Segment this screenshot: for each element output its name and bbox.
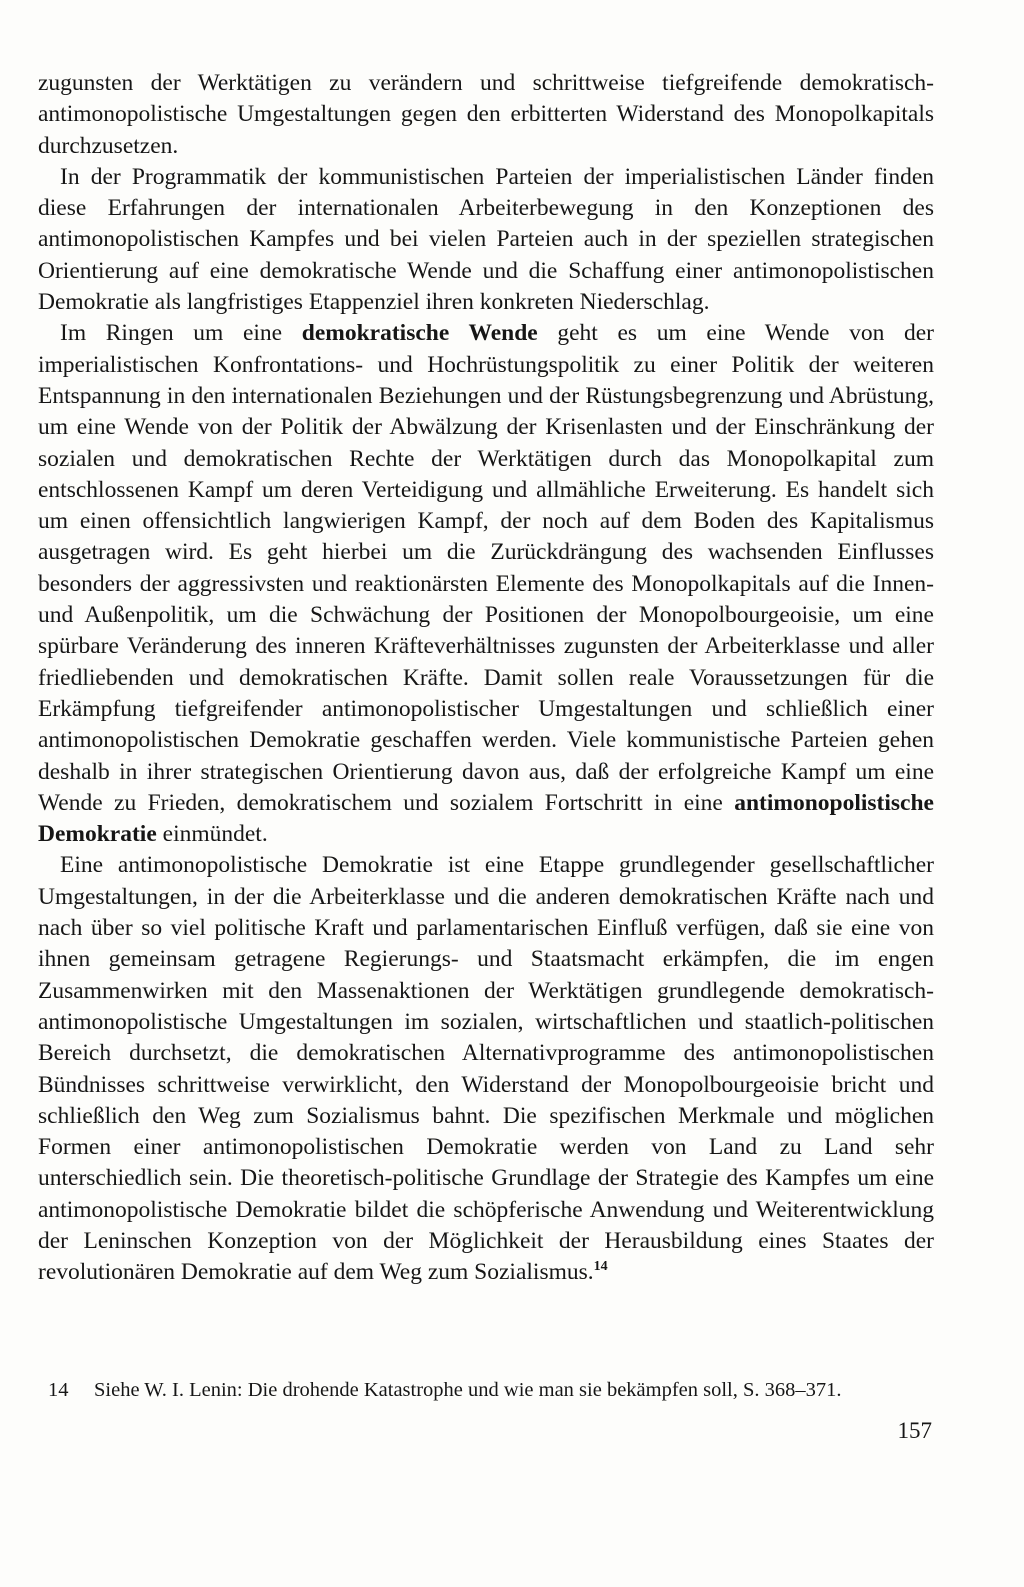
paragraph-1-text: zugunsten der Werktätigen zu verändern und schrittweise tiefgreifende demokratisch-antimonopolistische Umgestaltungen gegen den erbitterten Widerstand des Monopolkapitals durchzusetzen.: [38, 70, 934, 159]
paragraph-4-text: Eine antimonopolistische Demokratie ist eine Etappe grundlegender gesellschaftlicher Umgestaltungen, in der die Arbeiterklasse und die anderen demokratischen Kräfte nach und nach über so viel politische Kraft und parlamentarischen Einfluß verfügen, daß sie eine von ihnen gemeinsam getragene Regierungs- und Staatsmacht erkämpfen, die im engen Zusammenwirken mit den Massenaktionen der Werktätigen grundlegende demokratisch-antimonopolistische Umgestaltungen im sozialen, wirtschaftlichen und staatlich-politischen Bereich durchsetzt, die demokratischen Alternativprogramme des antimonopolistischen Bündnisses schrittweise verwirklicht, den Widerstand der Monopolbourgeoisie bricht und schließlich den Weg zum Sozialismus bahnt. Die spezifischen Merkmale und möglichen Formen einer antimonopolistischen Demokratie werden von Land zu Land sehr unterschiedlich sein. Die theoretisch-politische Grundlage der Strategie des Kampfes um eine antimonopolistische Demokratie bildet die schöpferische Anwendung und Weiterentwicklung der Leninschen Konzeption von der Möglichkeit der Herausbildung eines Staates der revolutionären Demokratie auf dem Weg zum Sozialismus.: [38, 852, 934, 1286]
paragraph-1: [38, 68, 934, 162]
paragraph-4: [38, 850, 934, 1288]
paragraph-3: [38, 318, 934, 850]
term-antimonopolistic-democracy: antimonopolistische Demokratie: [38, 789, 934, 848]
footnote: [48, 1377, 928, 1403]
page-number: 157: [897, 1418, 932, 1443]
paragraph-2: [38, 162, 934, 318]
footnote-text: Siehe W. I. Lenin: Die drohende Katastrophe und wie man sie bekämpfen soll, S. 368–371.: [94, 1379, 842, 1401]
footnote-number: 14: [48, 1379, 69, 1401]
paragraph-3-text-c: einmündet.: [156, 821, 268, 848]
term-democratic-turn: demokratische Wende: [301, 320, 538, 347]
paragraph-2-text: In der Programmatik der kommunistischen Parteien der imperialistischen Länder finden diese Erfahrungen der internationalen Arbeiterbewegung in den Konzeptionen des antimonopolistischen Kampfes und bei vielen Parteien auch in der speziellen strategischen Orientierung auf eine demokratische Wende und die Schaffung einer antimonopolistischen Demokratie als langfristiges Etappenziel ihren konkreten Niederschlag.: [38, 163, 934, 316]
footnote-reference[interactable]: 14: [593, 1259, 608, 1275]
paragraph-3-text-b: geht es um eine Wende von der imperialistischen Konfrontations- und Hochrüstungspolitik zu einer Politik der weiteren Entspannung in den internationalen Beziehungen und der Rüstungsbegrenzung und Abrüstung, um eine Wende von der Politik der Abwälzung der Krisenlasten und der Einschränkung der sozialen und demokratischen Rechte der Werktätigen durch das Monopolkapital zum entschlossenen Kampf um deren Verteidigung und allmähliche Erweiterung. Es handelt sich um einen offensichtlich langwierigen Kampf, der noch auf dem Boden des Kapitalismus ausgetragen wird. Es geht hierbei um die Zurückdrängung des wachsenden Einflusses besonders der aggressivsten und reaktionärsten Elemente des Monopolkapitals auf die Innen- und Außenpolitik, um die Schwächung der Positionen der Monopolbourgeoisie, um eine spürbare Veränderung des inneren Kräfteverhältnisses zugunsten der Arbeiterklasse und aller friedliebenden und demokratischen Kräfte. Damit sollen reale Voraussetzungen für die Erkämpfung tiefgreifender antimonopolistischer Umgestaltungen und schließlich einer antimonopolistischen Demokratie geschaffen werden. Viele kommunistische Parteien gehen deshalb in ihrer strategischen Orientierung davon aus, daß der erfolgreiche Kampf um eine Wende zu Frieden, demokratischem und sozialem Fortschritt in eine: [38, 320, 934, 816]
body-text: [38, 68, 934, 1289]
paragraph-3-text-a: Im Ringen um eine: [60, 320, 302, 347]
